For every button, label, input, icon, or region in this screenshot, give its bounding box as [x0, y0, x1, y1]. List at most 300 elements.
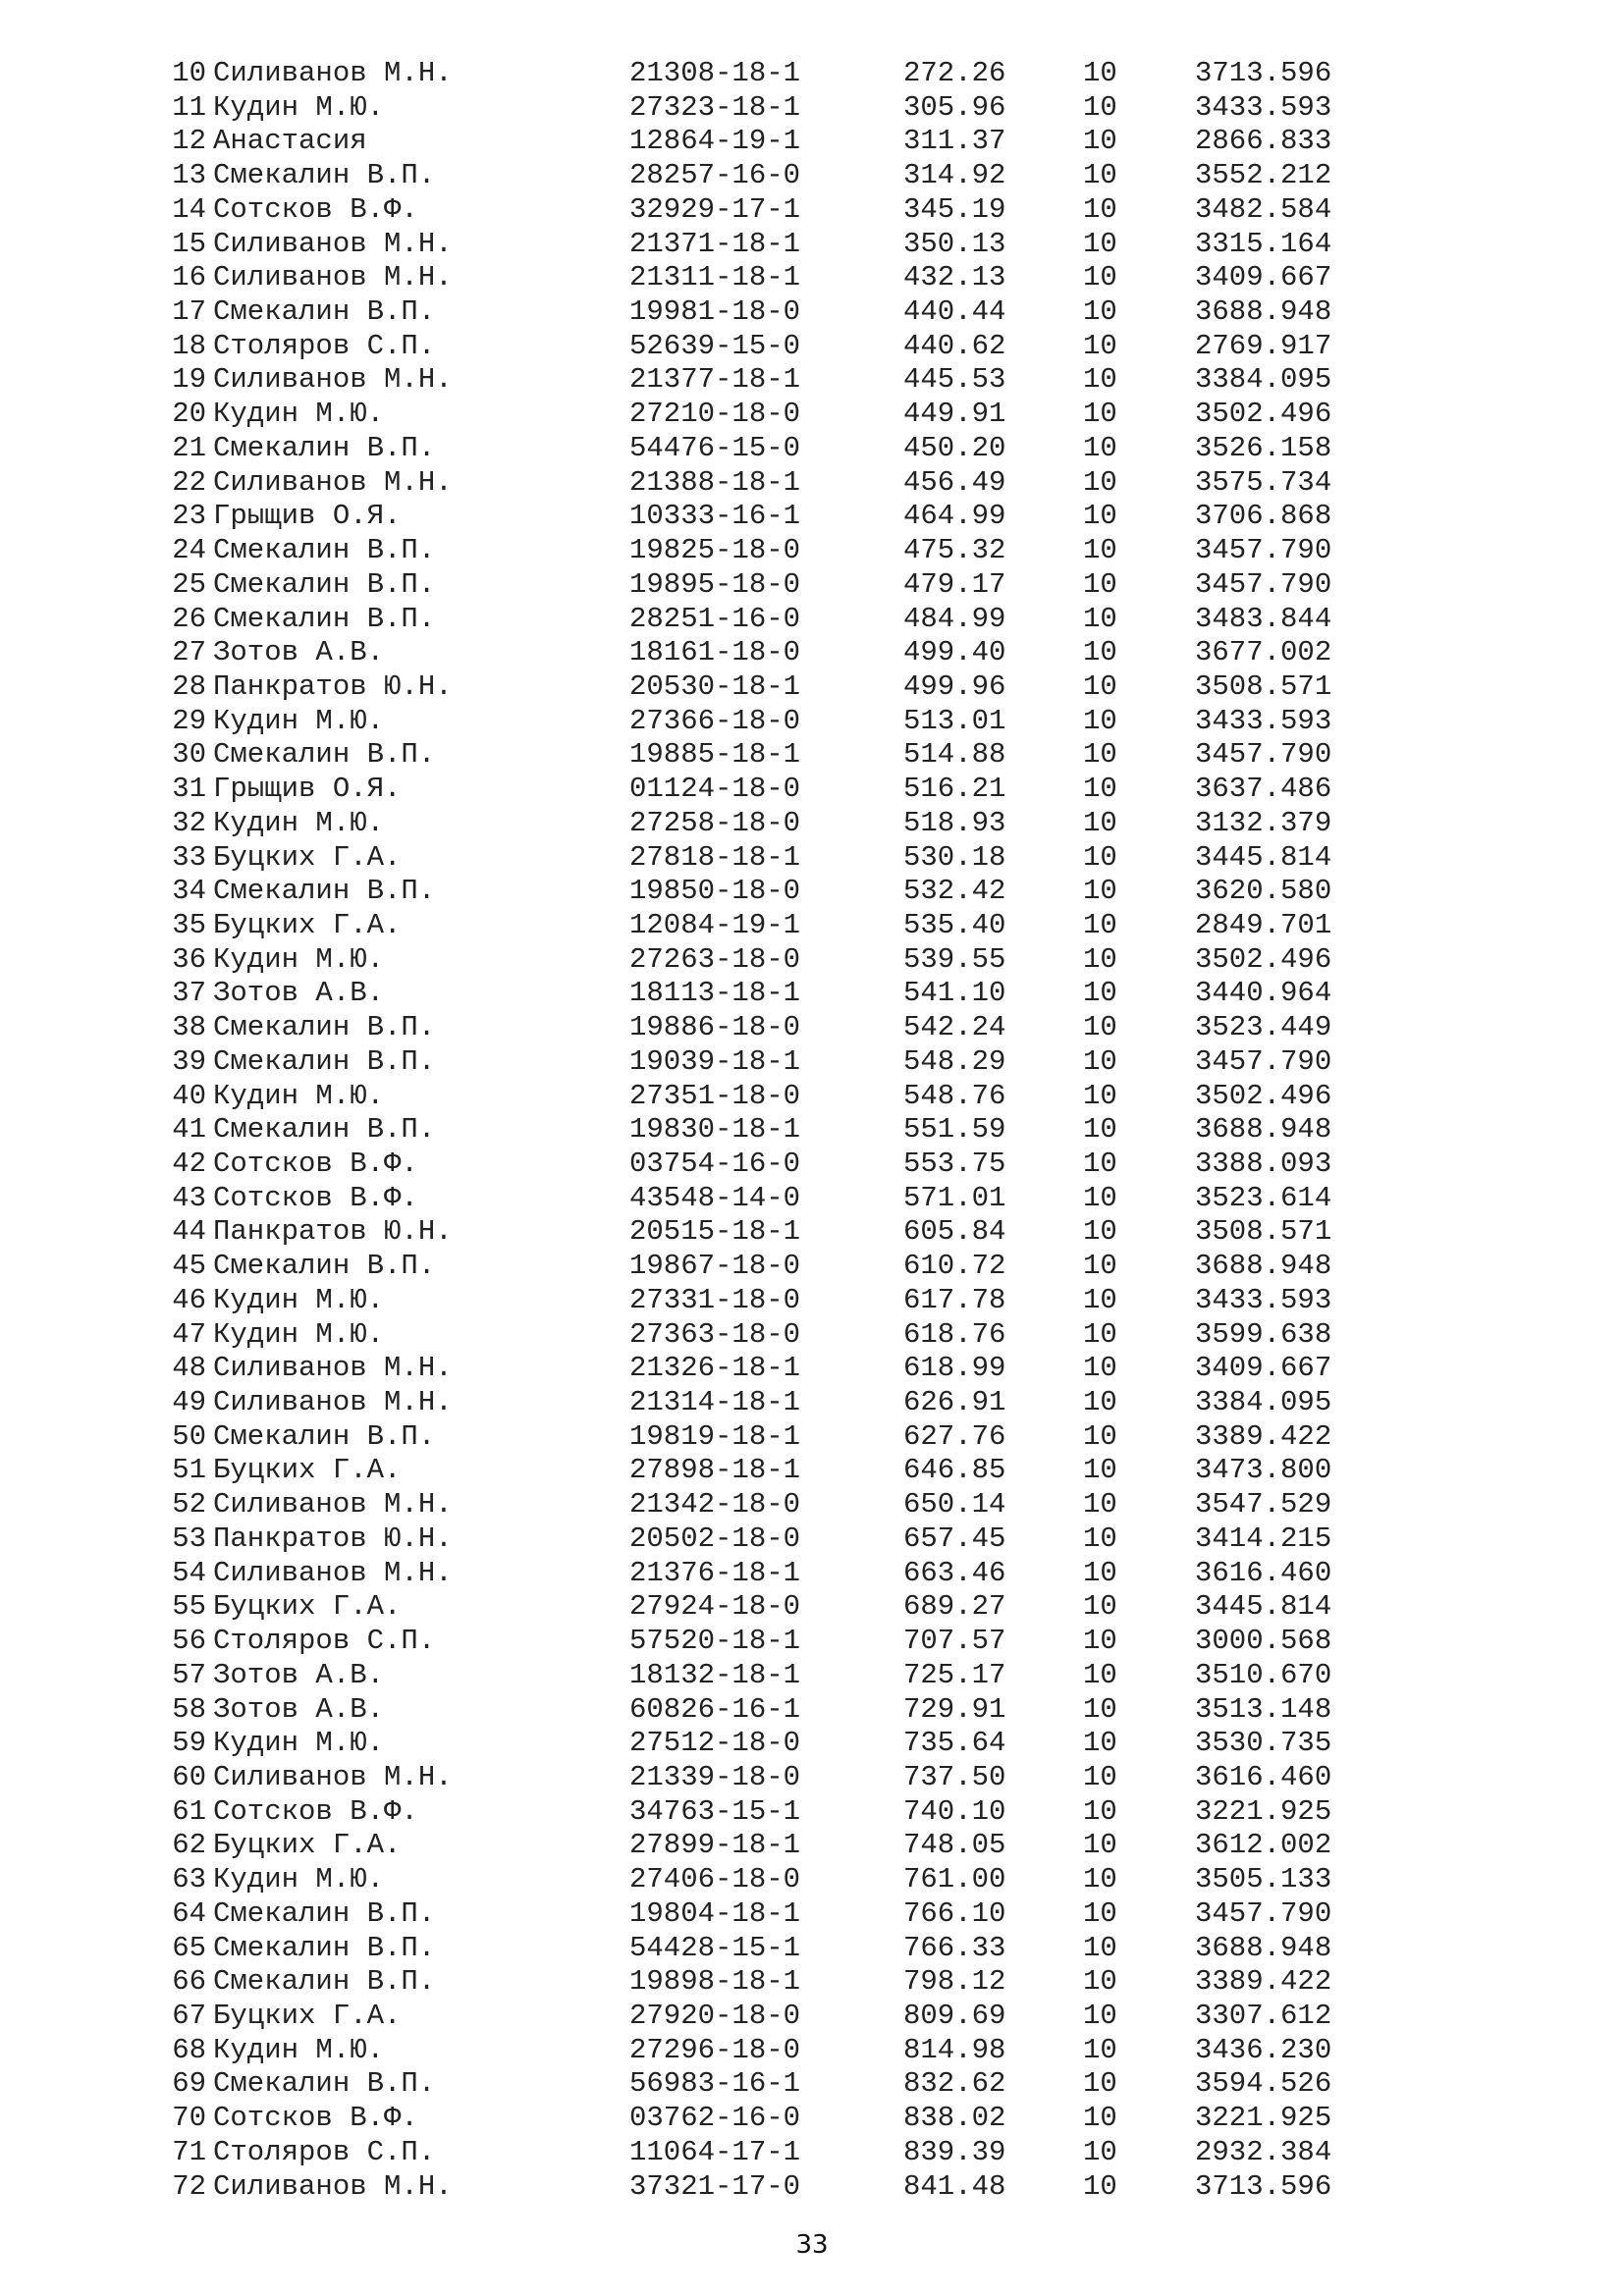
person-name: Смекалин В.П. — [213, 738, 436, 772]
person-name: Грыщив О.Я. — [213, 773, 402, 806]
person-name: Смекалин В.П. — [213, 159, 436, 192]
person-name: Панкратов Ю.Н. — [213, 1522, 453, 1555]
measured-value: 737.50 — [903, 1760, 1006, 1793]
table-row — [0, 773, 1624, 807]
record-code: 57520-18-1 — [629, 1625, 801, 1658]
record-code: 27363-18-0 — [629, 1317, 801, 1351]
person-name: Силиванов М.Н. — [213, 2169, 453, 2203]
row-number: 70 — [172, 2102, 206, 2135]
measured-value: 832.62 — [903, 2067, 1006, 2101]
total-value: 3526.158 — [1195, 431, 1332, 464]
record-code: 12084-19-1 — [629, 908, 801, 941]
table-row — [0, 1488, 1624, 1522]
person-name: Смекалин В.П. — [213, 431, 436, 464]
person-name: Смекалин В.П. — [213, 1931, 436, 1964]
row-number: 31 — [172, 773, 206, 806]
total-value: 3409.667 — [1195, 1352, 1332, 1385]
row-number: 38 — [172, 1011, 206, 1044]
measured-value: 539.55 — [903, 942, 1006, 976]
record-code: 19895-18-0 — [629, 567, 801, 601]
record-code: 12864-19-1 — [629, 125, 801, 158]
measured-value: 646.85 — [903, 1454, 1006, 1487]
count-value: 10 — [1083, 1625, 1117, 1658]
row-number: 53 — [172, 1522, 206, 1555]
table-row — [0, 1250, 1624, 1284]
measured-value: 535.40 — [903, 908, 1006, 941]
table-row — [0, 1590, 1624, 1625]
person-name: Сотсков В.Ф. — [213, 1794, 418, 1828]
record-code: 19819-18-1 — [629, 1419, 801, 1453]
count-value: 10 — [1083, 1419, 1117, 1453]
row-number: 28 — [172, 669, 206, 703]
total-value: 3457.790 — [1195, 1044, 1332, 1078]
table-row — [0, 1352, 1624, 1386]
total-value: 3433.593 — [1195, 1283, 1332, 1316]
total-value: 2866.833 — [1195, 125, 1332, 158]
record-code: 19886-18-0 — [629, 1011, 801, 1044]
total-value: 3000.568 — [1195, 1625, 1332, 1658]
table-row — [0, 1625, 1624, 1659]
person-name: Зотов А.В. — [213, 636, 385, 669]
total-value: 3502.496 — [1195, 1079, 1332, 1112]
record-code: 27263-18-0 — [629, 942, 801, 976]
record-code: 60826-16-1 — [629, 1692, 801, 1726]
count-value: 10 — [1083, 1590, 1117, 1624]
person-name: Силиванов М.Н. — [213, 1488, 453, 1522]
person-name: Смекалин В.П. — [213, 1896, 436, 1930]
table-row — [0, 1557, 1624, 1591]
total-value: 3221.925 — [1195, 2102, 1332, 2135]
person-name: Зотов А.В. — [213, 977, 385, 1010]
count-value: 10 — [1083, 1522, 1117, 1555]
count-value: 10 — [1083, 2102, 1117, 2135]
count-value: 10 — [1083, 1454, 1117, 1487]
count-value: 10 — [1083, 1011, 1117, 1044]
measured-value: 551.59 — [903, 1113, 1006, 1147]
table-row — [0, 2170, 1624, 2205]
row-number: 33 — [172, 840, 206, 874]
total-value: 3523.449 — [1195, 1011, 1332, 1044]
record-code: 27331-18-0 — [629, 1283, 801, 1316]
record-code: 27366-18-0 — [629, 704, 801, 737]
measured-value: 689.27 — [903, 1590, 1006, 1624]
total-value: 3713.596 — [1195, 2169, 1332, 2203]
total-value: 2769.917 — [1195, 329, 1332, 362]
person-name: Кудин М.Ю. — [213, 1863, 385, 1896]
row-number: 30 — [172, 738, 206, 772]
table-row — [0, 1011, 1624, 1045]
measured-value: 766.33 — [903, 1931, 1006, 1964]
row-number: 49 — [172, 1386, 206, 1419]
count-value: 10 — [1083, 125, 1117, 158]
measured-value: 735.64 — [903, 1727, 1006, 1760]
row-number: 61 — [172, 1794, 206, 1828]
count-value: 10 — [1083, 90, 1117, 124]
row-number: 40 — [172, 1079, 206, 1112]
table-row — [0, 125, 1624, 159]
row-number: 37 — [172, 977, 206, 1010]
person-name: Силиванов М.Н. — [213, 227, 453, 260]
row-number: 22 — [172, 465, 206, 499]
total-value: 3457.790 — [1195, 534, 1332, 567]
record-code: 18132-18-1 — [629, 1658, 801, 1691]
table-row — [0, 363, 1624, 398]
total-value: 3132.379 — [1195, 806, 1332, 839]
count-value: 10 — [1083, 1692, 1117, 1726]
person-name: Столяров С.П. — [213, 329, 436, 362]
measured-value: 345.19 — [903, 192, 1006, 226]
count-value: 10 — [1083, 1931, 1117, 1964]
total-value: 3307.612 — [1195, 1999, 1332, 2032]
row-number: 50 — [172, 1419, 206, 1453]
measured-value: 350.13 — [903, 227, 1006, 260]
count-value: 10 — [1083, 431, 1117, 464]
record-code: 21339-18-0 — [629, 1760, 801, 1793]
table-row — [0, 1659, 1624, 1693]
measured-value: 618.76 — [903, 1317, 1006, 1351]
table-row — [0, 943, 1624, 978]
person-name: Смекалин В.П. — [213, 602, 436, 635]
total-value: 3389.422 — [1195, 1419, 1332, 1453]
person-name: Столяров С.П. — [213, 1625, 436, 1658]
count-value: 10 — [1083, 1044, 1117, 1078]
total-value: 3440.964 — [1195, 977, 1332, 1010]
row-number: 55 — [172, 1590, 206, 1624]
measured-value: 499.40 — [903, 636, 1006, 669]
measured-value: 514.88 — [903, 738, 1006, 772]
record-code: 54476-15-0 — [629, 431, 801, 464]
table-row — [0, 398, 1624, 432]
table-row — [0, 261, 1624, 295]
table-row — [0, 500, 1624, 534]
row-number: 62 — [172, 1829, 206, 1862]
record-code: 19867-18-0 — [629, 1250, 801, 1283]
total-value: 3388.093 — [1195, 1148, 1332, 1180]
row-number: 24 — [172, 534, 206, 567]
count-value: 10 — [1083, 2135, 1117, 2168]
table-row — [0, 841, 1624, 876]
count-value: 10 — [1083, 363, 1117, 397]
record-code: 20502-18-0 — [629, 1522, 801, 1555]
count-value: 10 — [1083, 2033, 1117, 2066]
table-row — [0, 1965, 1624, 2000]
count-value: 10 — [1083, 500, 1117, 533]
record-code: 54428-15-1 — [629, 1931, 801, 1964]
person-name: Смекалин В.П. — [213, 2067, 436, 2101]
count-value: 10 — [1083, 1215, 1117, 1249]
row-number: 42 — [172, 1148, 206, 1180]
record-code: 18161-18-0 — [629, 636, 801, 669]
person-name: Кудин М.Ю. — [213, 942, 385, 976]
total-value: 3688.948 — [1195, 295, 1332, 329]
total-value: 3594.526 — [1195, 2067, 1332, 2101]
measured-value: 449.91 — [903, 398, 1006, 431]
table-row — [0, 568, 1624, 603]
table-row — [0, 1897, 1624, 1932]
record-code: 21376-18-1 — [629, 1556, 801, 1589]
row-number: 58 — [172, 1692, 206, 1726]
record-code: 56983-16-1 — [629, 2067, 801, 2101]
person-name: Панкратов Ю.Н. — [213, 1215, 453, 1249]
measured-value: 548.29 — [903, 1044, 1006, 1078]
person-name: Буцких Г.А. — [213, 840, 402, 874]
total-value: 3414.215 — [1195, 1522, 1332, 1555]
person-name: Силиванов М.Н. — [213, 1352, 453, 1385]
total-value: 3688.948 — [1195, 1250, 1332, 1283]
count-value: 10 — [1083, 398, 1117, 431]
total-value: 3620.580 — [1195, 875, 1332, 908]
total-value: 3552.212 — [1195, 159, 1332, 192]
person-name: Силиванов М.Н. — [213, 1760, 453, 1793]
row-number: 32 — [172, 806, 206, 839]
count-value: 10 — [1083, 977, 1117, 1010]
table-row — [0, 295, 1624, 330]
total-value: 3433.593 — [1195, 90, 1332, 124]
record-code: 03754-16-0 — [629, 1148, 801, 1180]
total-value: 3389.422 — [1195, 1965, 1332, 1999]
measured-value: 311.37 — [903, 125, 1006, 158]
measured-value: 541.10 — [903, 977, 1006, 1010]
total-value: 3457.790 — [1195, 738, 1332, 772]
person-name: Кудин М.Ю. — [213, 1317, 385, 1351]
measured-value: 548.76 — [903, 1079, 1006, 1112]
measured-value: 272.26 — [903, 57, 1006, 89]
total-value: 3688.948 — [1195, 1113, 1332, 1147]
measured-value: 838.02 — [903, 2102, 1006, 2135]
row-number: 16 — [172, 261, 206, 294]
row-number: 39 — [172, 1044, 206, 1078]
total-value: 3483.844 — [1195, 602, 1332, 635]
table-row — [0, 228, 1624, 262]
table-row — [0, 1215, 1624, 1250]
total-value: 3508.571 — [1195, 669, 1332, 703]
person-name: Кудин М.Ю. — [213, 1079, 385, 1112]
count-value: 10 — [1083, 329, 1117, 362]
count-value: 10 — [1083, 773, 1117, 806]
measured-value: 618.99 — [903, 1352, 1006, 1385]
total-value: 3502.496 — [1195, 398, 1332, 431]
measured-value: 839.39 — [903, 2135, 1006, 2168]
table-row — [0, 91, 1624, 126]
table-row — [0, 1080, 1624, 1114]
record-code: 20530-18-1 — [629, 669, 801, 703]
total-value: 3384.095 — [1195, 363, 1332, 397]
count-value: 10 — [1083, 1283, 1117, 1316]
row-number: 64 — [172, 1896, 206, 1930]
measured-value: 798.12 — [903, 1965, 1006, 1999]
record-code: 19804-18-1 — [629, 1896, 801, 1930]
table-row — [0, 1182, 1624, 1216]
table-row — [0, 2034, 1624, 2068]
total-value: 3457.790 — [1195, 567, 1332, 601]
total-value: 3482.584 — [1195, 192, 1332, 226]
total-value: 3612.002 — [1195, 1829, 1332, 1862]
table-row — [0, 1454, 1624, 1488]
person-name: Силиванов М.Н. — [213, 465, 453, 499]
table-row — [0, 636, 1624, 670]
table-row — [0, 534, 1624, 568]
table-row — [0, 2102, 1624, 2136]
table-row — [0, 705, 1624, 739]
record-code: 32929-17-1 — [629, 192, 801, 226]
record-code: 21314-18-1 — [629, 1386, 801, 1419]
count-value: 10 — [1083, 465, 1117, 499]
record-code: 21326-18-1 — [629, 1352, 801, 1385]
count-value: 10 — [1083, 1488, 1117, 1522]
record-code: 27323-18-1 — [629, 90, 801, 124]
total-value: 3508.571 — [1195, 1215, 1332, 1249]
measured-value: 748.05 — [903, 1829, 1006, 1862]
measured-value: 484.99 — [903, 602, 1006, 635]
measured-value: 809.69 — [903, 1999, 1006, 2032]
count-value: 10 — [1083, 1863, 1117, 1896]
table-row — [0, 1522, 1624, 1557]
total-value: 3221.925 — [1195, 1794, 1332, 1828]
count-value: 10 — [1083, 295, 1117, 329]
measured-value: 626.91 — [903, 1386, 1006, 1419]
total-value: 3384.095 — [1195, 1386, 1332, 1419]
measured-value: 627.76 — [903, 1419, 1006, 1453]
total-value: 3315.164 — [1195, 227, 1332, 260]
row-number: 27 — [172, 636, 206, 669]
person-name: Сотсков В.Ф. — [213, 192, 418, 226]
table-row — [0, 875, 1624, 909]
table-row — [0, 1045, 1624, 1080]
person-name: Смекалин В.П. — [213, 875, 436, 908]
count-value: 10 — [1083, 1999, 1117, 2032]
total-value: 3616.460 — [1195, 1760, 1332, 1793]
table-row — [0, 807, 1624, 841]
count-value: 10 — [1083, 1658, 1117, 1691]
table-row — [0, 603, 1624, 637]
row-number: 57 — [172, 1658, 206, 1691]
row-number: 69 — [172, 2067, 206, 2101]
record-code: 21311-18-1 — [629, 261, 801, 294]
total-value: 2849.701 — [1195, 908, 1332, 941]
row-number: 67 — [172, 1999, 206, 2032]
row-number: 41 — [172, 1113, 206, 1147]
total-value: 3523.614 — [1195, 1181, 1332, 1214]
total-value: 3409.667 — [1195, 261, 1332, 294]
measured-value: 305.96 — [903, 90, 1006, 124]
count-value: 10 — [1083, 840, 1117, 874]
count-value: 10 — [1083, 534, 1117, 567]
count-value: 10 — [1083, 602, 1117, 635]
measured-value: 610.72 — [903, 1250, 1006, 1283]
record-code: 21377-18-1 — [629, 363, 801, 397]
total-value: 3510.670 — [1195, 1658, 1332, 1691]
measured-value: 432.13 — [903, 261, 1006, 294]
table-row — [0, 1386, 1624, 1420]
table-row — [0, 2136, 1624, 2170]
record-code: 11064-17-1 — [629, 2135, 801, 2168]
count-value: 10 — [1083, 159, 1117, 192]
table-row — [0, 1318, 1624, 1353]
record-code: 27296-18-0 — [629, 2033, 801, 2066]
total-value: 2932.384 — [1195, 2135, 1332, 2168]
table-row — [0, 330, 1624, 364]
count-value: 10 — [1083, 57, 1117, 89]
person-name: Кудин М.Ю. — [213, 806, 385, 839]
record-code: 27351-18-0 — [629, 1079, 801, 1112]
total-value: 3637.486 — [1195, 773, 1332, 806]
total-value: 3457.790 — [1195, 1896, 1332, 1930]
measured-value: 761.00 — [903, 1863, 1006, 1896]
record-code: 18113-18-1 — [629, 977, 801, 1010]
total-value: 3505.133 — [1195, 1863, 1332, 1896]
table-row — [0, 909, 1624, 943]
person-name: Смекалин В.П. — [213, 1250, 436, 1283]
total-value: 3502.496 — [1195, 942, 1332, 976]
record-code: 19898-18-1 — [629, 1965, 801, 1999]
row-number: 35 — [172, 908, 206, 941]
record-code: 01124-18-0 — [629, 773, 801, 806]
table-row — [0, 1693, 1624, 1728]
row-number: 26 — [172, 602, 206, 635]
row-number: 71 — [172, 2135, 206, 2168]
row-number: 23 — [172, 500, 206, 533]
count-value: 10 — [1083, 1556, 1117, 1589]
person-name: Кудин М.Ю. — [213, 704, 385, 737]
total-value: 3706.868 — [1195, 500, 1332, 533]
record-code: 19039-18-1 — [629, 1044, 801, 1078]
person-name: Смекалин В.П. — [213, 295, 436, 329]
record-code: 27258-18-0 — [629, 806, 801, 839]
total-value: 3433.593 — [1195, 704, 1332, 737]
count-value: 10 — [1083, 227, 1117, 260]
person-name: Зотов А.В. — [213, 1692, 385, 1726]
row-number: 29 — [172, 704, 206, 737]
row-number: 14 — [172, 192, 206, 226]
row-number: 19 — [172, 363, 206, 397]
record-code: 43548-14-0 — [629, 1181, 801, 1214]
measured-value: 516.21 — [903, 773, 1006, 806]
total-value: 3677.002 — [1195, 636, 1332, 669]
row-number: 11 — [172, 90, 206, 124]
count-value: 10 — [1083, 1352, 1117, 1385]
row-number: 18 — [172, 329, 206, 362]
total-value: 3445.814 — [1195, 1590, 1332, 1624]
person-name: Смекалин В.П. — [213, 1965, 436, 1999]
measured-value: 841.48 — [903, 2169, 1006, 2203]
measured-value: 542.24 — [903, 1011, 1006, 1044]
count-value: 10 — [1083, 1794, 1117, 1828]
record-code: 28257-16-0 — [629, 159, 801, 192]
measured-value: 464.99 — [903, 500, 1006, 533]
record-code: 19981-18-0 — [629, 295, 801, 329]
person-name: Силиванов М.Н. — [213, 1386, 453, 1419]
results-table — [0, 57, 1624, 2204]
measured-value: 499.96 — [903, 669, 1006, 703]
record-code: 21308-18-1 — [629, 57, 801, 89]
row-number: 63 — [172, 1863, 206, 1896]
table-row — [0, 159, 1624, 193]
record-code: 27924-18-0 — [629, 1590, 801, 1624]
person-name: Смекалин В.П. — [213, 1011, 436, 1044]
row-number: 56 — [172, 1625, 206, 1658]
count-value: 10 — [1083, 1181, 1117, 1214]
person-name: Кудин М.Ю. — [213, 1727, 385, 1760]
person-name: Буцких Г.А. — [213, 1454, 402, 1487]
row-number: 10 — [172, 57, 206, 89]
row-number: 25 — [172, 567, 206, 601]
table-row — [0, 977, 1624, 1011]
record-code: 27899-18-1 — [629, 1829, 801, 1862]
table-row — [0, 1420, 1624, 1455]
count-value: 10 — [1083, 1760, 1117, 1793]
total-value: 3436.230 — [1195, 2033, 1332, 2066]
record-code: 34763-15-1 — [629, 1794, 801, 1828]
